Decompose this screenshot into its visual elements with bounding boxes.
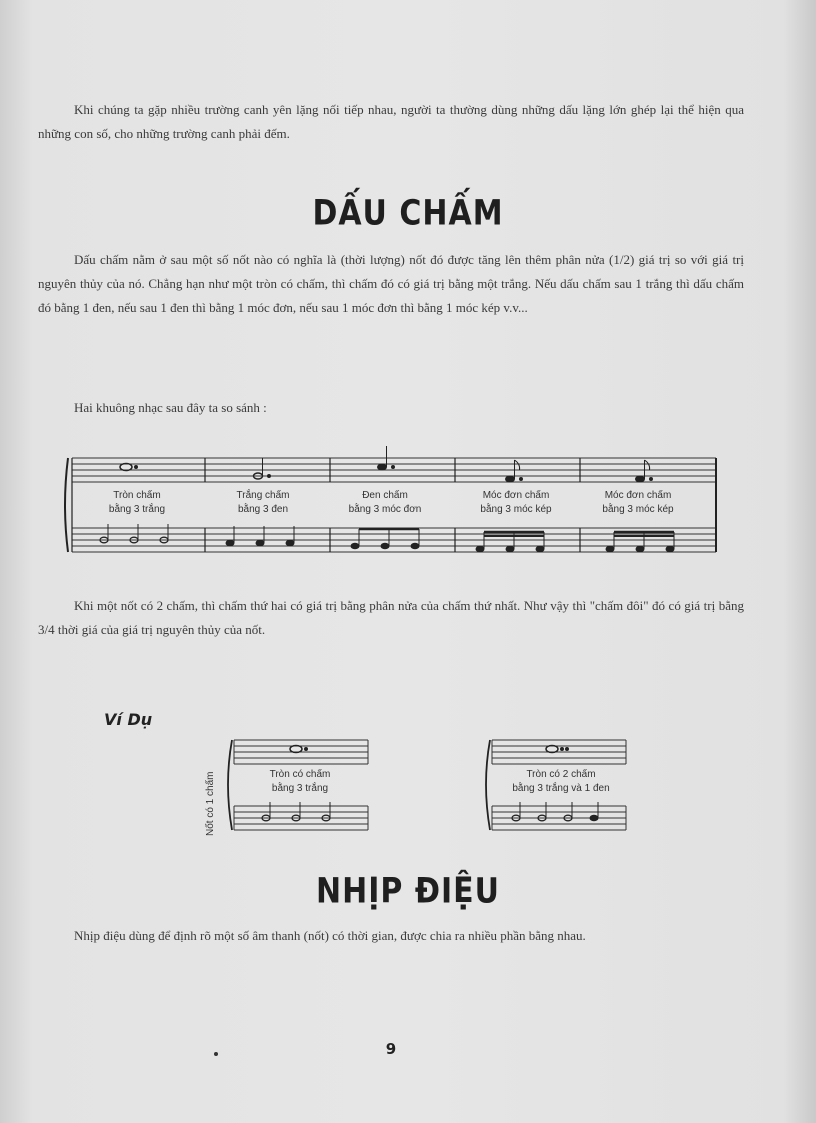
example-left-label: Tròn có chấm bằng 3 trắng	[269, 769, 331, 794]
upper-staff	[72, 458, 716, 482]
staff-label-5: Móc đơn chấm bằng 3 móc kép	[602, 490, 674, 515]
nhip-dieu-paragraph: Nhịp điệu dùng để định rõ một số âm thanh (nốt) có thời gian, được chia ra nhiều phần bằng nhau.	[74, 928, 586, 943]
section-title-dau-cham: DẤU CHẤM	[312, 193, 504, 234]
page-bullet-dot	[214, 1052, 218, 1056]
quarter-note-dotted	[378, 464, 387, 470]
staff-label-1: Tròn chấm bằng 3 trắng	[108, 490, 166, 515]
intro-paragraph: Khi chúng ta gặp nhiều trường canh yên lặng nối tiếp nhau, người ta thường dùng những dấu lặng lớn ghép lại thể hiện qua những con số, cho những trường canh phải đếm.	[38, 102, 744, 141]
example-right-label: Tròn có 2 chấm bằng 3 trắng và 1 đen	[512, 769, 610, 794]
double-dot-paragraph: Khi một nốt có 2 chấm, thì chấm thứ hai có giá trị bằng phân nửa của chấm thứ nhất. Như vậy thì "chấm đôi" đó có giá trị bằng 3/4 thời giá của giá trị nguyên thủy của nốt.	[38, 598, 744, 637]
page-number: 9	[385, 1040, 397, 1058]
section-title-nhip-dieu: NHỊP ĐIỆU	[316, 871, 500, 912]
example-vertical-label: Nốt có 1 chấm	[205, 771, 216, 836]
staff-label-2: Trắng chấm bằng 3 đen	[236, 490, 290, 515]
dau-cham-paragraph: Dấu chấm nằm ở sau một số nốt nào có nghĩa là (thời lượng) nốt đó được tăng lên thêm phân nửa (1/2) giá trị so với giá trị nguyên thủy của nó. Chẳng hạn như một tròn có chấm, thì chấm đó có giá trị bằng một trắng. Nếu dấu chấm sau 1 trắng thì dấu chấm đó bằng 1 đen, nếu sau 1 đen thì bằng 1 móc đơn, nếu sau 1 móc đơn thì bằng 1 móc kép v.v...	[38, 252, 744, 315]
example-label: Ví Dụ	[104, 710, 153, 729]
eighth-note-dotted	[506, 476, 515, 482]
staff-label-3: Đen chấm bằng 3 móc đơn	[348, 490, 422, 515]
eighth-note-dotted-2	[636, 476, 645, 482]
compare-line: Hai khuông nhạc sau đây ta so sánh :	[74, 400, 267, 415]
whole-note-dotted	[120, 464, 132, 471]
staff-label-4: Móc đơn chấm bằng 3 móc kép	[480, 490, 552, 515]
